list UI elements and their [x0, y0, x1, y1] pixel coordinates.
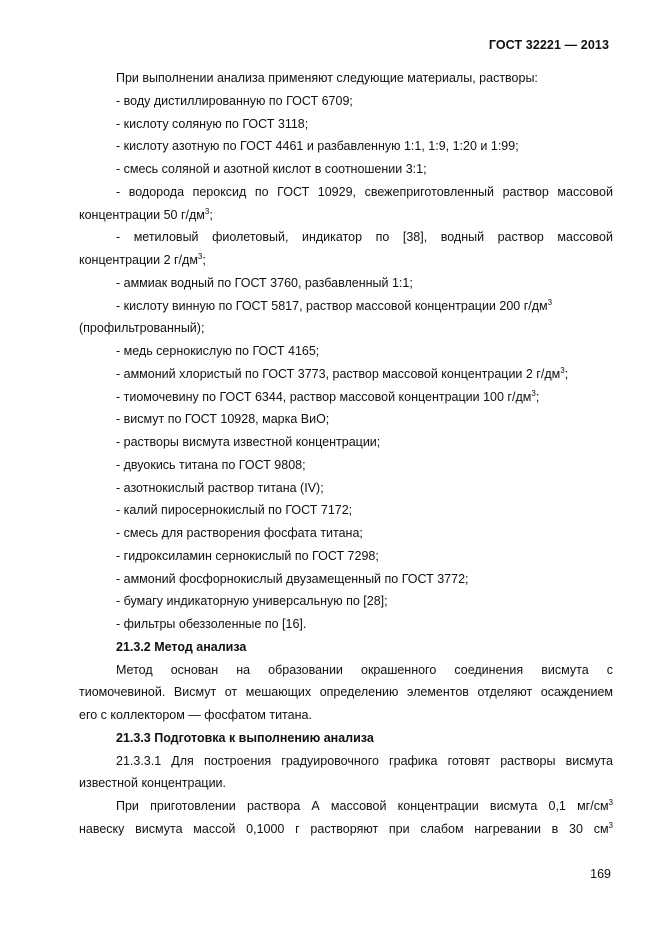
list-item: - метиловый фиолетовый, индикатор по [38], водный раствор массовой [116, 230, 613, 245]
list-item: - гидроксиламин сернокислый по ГОСТ 7298; [116, 548, 379, 563]
list-item: - кислоту соляную по ГОСТ 3118; [116, 116, 309, 131]
section-heading: 21.3.2 Метод анализа [116, 639, 247, 654]
list-item-continuation: концентрации 50 $г/дм^3$; [79, 206, 213, 222]
list-item-continuation: концентрации 2 $г/дм^3$; [79, 252, 206, 267]
list-item: - смесь для растворения фосфата титана; [116, 526, 363, 540]
document-header: ГОСТ 32221 — 2013 [488, 38, 609, 52]
list-item: - аммиак водный по ГОСТ 3760, разбавленный 1:1; [116, 275, 413, 290]
paragraph-line: известной концентрации. [79, 776, 227, 791]
page-number: 169 [590, 867, 611, 881]
list-item: - аммоний фосфорнокислый двузамещенный по ГОСТ 3772; [116, 571, 469, 586]
list-item: - кислоту азотную по ГОСТ 4461 и разбавленную 1:1, 1:9, 1:20 и 1:99; [116, 139, 519, 154]
list-item: - медь сернокислую по ГОСТ 4165; [116, 344, 320, 358]
list-item-continuation: (профильтрованный); [79, 321, 205, 336]
list-item: - бумагу индикаторную универсальную по [28]; [116, 594, 388, 609]
paragraph-line: При приготовлении раствора А массовой концентрации висмута 0,1 $мг/см^3$ [116, 798, 613, 813]
list-item: - азотнокислый раствор титана (IV); [116, 480, 324, 495]
list-item: - растворы висмута известной концентрации; [116, 435, 381, 449]
list-item: - смесь соляной и азотной кислот в соотношении 3:1; [116, 162, 427, 176]
paragraph-line: тиомочевиной. Висмут от мешающих определению элементов отделяют осаждением [79, 685, 613, 700]
list-item: - воду дистиллированную по ГОСТ 6709; [116, 93, 353, 108]
section-heading: 21.3.3 Подготовка к выполнению анализа [116, 730, 374, 745]
list-item: - фильтры обеззоленные по [16]. [116, 617, 307, 631]
list-item: - водорода пероксид по ГОСТ 10929, свежеприготовленный раствор массовой [116, 184, 613, 199]
paragraph-line: Метод основан на образовании окрашенного соединения висмута с [116, 662, 613, 677]
list-item: - тиомочевину по ГОСТ 6344, раствор массовой концентрации 100 $г/дм^3$; [116, 388, 540, 404]
list-item: - двуокись титана по ГОСТ 9808; [116, 457, 306, 472]
document-body [79, 67, 613, 841]
list-item: - висмут по ГОСТ 10928, марка ВиО; [116, 412, 330, 427]
paragraph-line: навеску висмута массой 0,1000 г растворяют при слабом нагревании в 30 $см^3$ [79, 820, 613, 836]
list-item: - аммоний хлористый по ГОСТ 3773, раствор массовой концентрации 2 $г/дм^3$; [116, 365, 569, 381]
paragraph-line: 21.3.3.1 Для построения градуировочного графика готовят растворы висмута [116, 753, 613, 768]
paragraph-line: его с коллектором — фосфатом титана. [79, 708, 312, 722]
list-item: - калий пиросернокислый по ГОСТ 7172; [116, 503, 353, 518]
list-item: - кислоту винную по ГОСТ 5817, раствор массовой концентрации 200 $г/дм^3$ [116, 297, 553, 313]
paragraph-line: При выполнении анализа применяют следующие материалы, растворы: [116, 71, 538, 85]
